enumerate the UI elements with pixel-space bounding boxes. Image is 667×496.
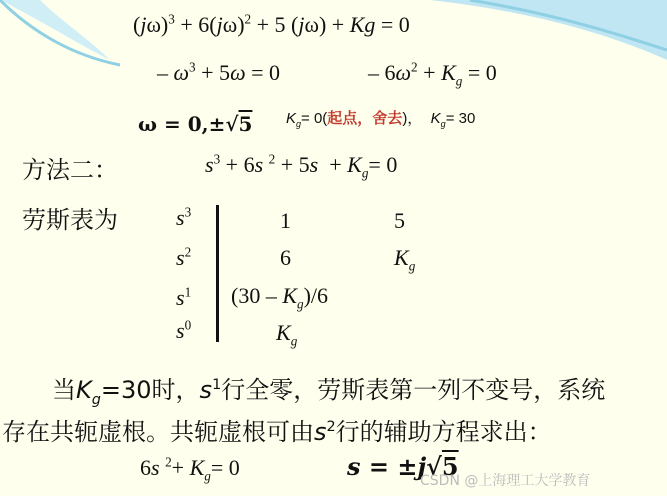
paragraph-line-2: 存在共轭虚根。共轭虚根可由$s^2$行的辅助方程求出： [2,418,552,446]
routh-row-power: $s^1$ [176,284,192,310]
watermark: CSDN @上海理工大学教育 [420,473,591,489]
routh-cell: $K_g$ [276,320,298,349]
routh-cell: 1 [280,208,291,233]
solution-equation: s = ±j√5 [347,452,459,481]
method2-equation: $s^3 + 6s$ $^2 + 5s + K_g= 0$ [205,151,398,181]
routh-cell: 6 [280,245,291,270]
routh-row-power: $s^3$ [176,204,192,230]
characteristic-equation: $(j\omega)^3 + 6(j\omega)^2 + 5$ (jω) + Kg = 0 [133,11,410,37]
imaginary-part-equation: – $6\omega^2 + K_g = 0$ [368,59,497,89]
routh-cell: 5 [394,208,405,233]
paragraph-line-1: 当$K_g=30$时，$s^1$行全零，劳斯表第一列不变号，系统 [52,376,606,408]
method2-label: 方法二： [22,156,118,184]
kg-note: $K_g= 0$(起点，舍去)， $K_g= 30$ [286,109,476,129]
routh-table-label: 劳斯表为 [22,206,118,234]
omega-roots: ω = 0,±√5 [138,112,253,136]
routh-row-power: $s^0$ [176,317,192,343]
routh-cell: $(30 - K_g)/6$ [231,283,329,312]
routh-cell: $K_g$ [394,245,416,274]
discard-note: 起点，舍去 [327,109,403,127]
real-part-equation: – $\omega^3 + 5\omega = 0$ [157,59,281,85]
routh-row-power: $s^2$ [176,244,192,270]
routh-divider [216,205,219,342]
auxiliary-equation: 6s $^2+ K_g= 0$ [140,454,240,484]
